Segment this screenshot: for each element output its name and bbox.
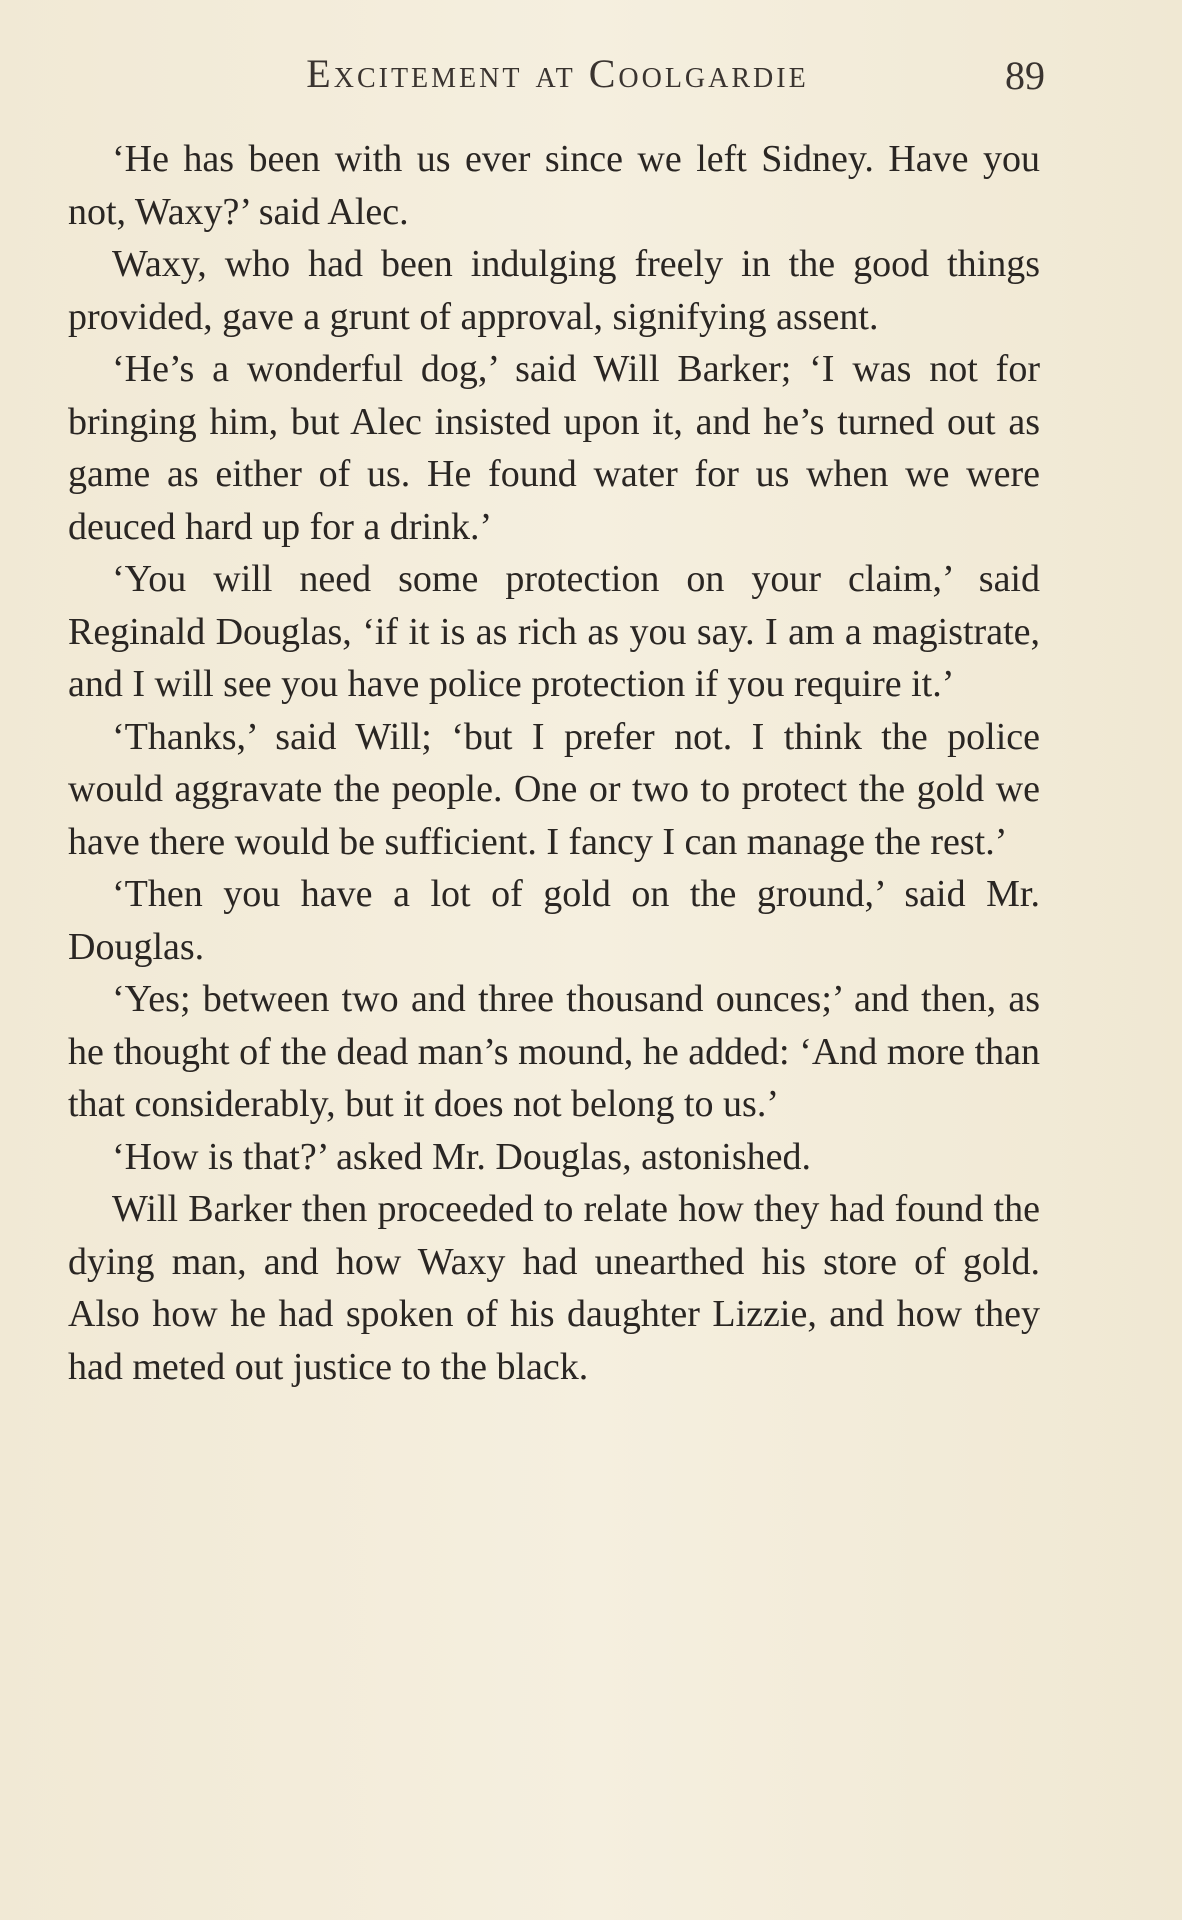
paragraph: ‘Thanks,’ said Will; ‘but I prefer not. I think the police would aggravate the people. One or two to protect the gold we have there would be sufficient. I fancy I can manage the rest.’ — [68, 715, 1040, 863]
page-header — [70, 50, 1045, 100]
paragraph: ‘How is that?’ asked Mr. Douglas, astonished. — [112, 1135, 812, 1178]
page-number: 89 — [1005, 53, 1045, 98]
paragraph: Waxy, who had been indulging freely in the good things provided, gave a grunt of approval, signifying assent. — [68, 243, 1040, 338]
paragraph: ‘You will need some protection on your claim,’ said Reginald Douglas, ‘if it is as rich as you say. I am a magistrate, and I will see you have police protection if you require it.’ — [68, 558, 1040, 705]
paragraph: ‘He’s a wonderful dog,’ said Will Barker; ‘I was not for bringing him, but Alec insisted upon it, and he’s turned out as game as either of us. He found water for us when we were deuced hard up for a drink.’ — [68, 348, 1040, 548]
paragraph: ‘He has been with us ever since we left Sidney. Have you not, Waxy?’ said Alec. — [68, 138, 1040, 233]
running-title: Excitement at Coolgardie — [306, 51, 809, 96]
paragraph: ‘Yes; between two and three thousand ounces;’ and then, as he thought of the dead man’s mound, he added: ‘And more than that considerably, but it does not belong to us.’ — [68, 978, 1040, 1125]
body-text — [68, 133, 1040, 1393]
paragraph: Will Barker then proceeded to relate how they had found the dying man, and how Waxy had unearthed his store of gold. Also how he had spoken of his daughter Lizzie, and how they had meted out justice to the black. — [68, 1188, 1040, 1388]
paragraph: ‘Then you have a lot of gold on the ground,’ said Mr. Douglas. — [68, 873, 1040, 968]
